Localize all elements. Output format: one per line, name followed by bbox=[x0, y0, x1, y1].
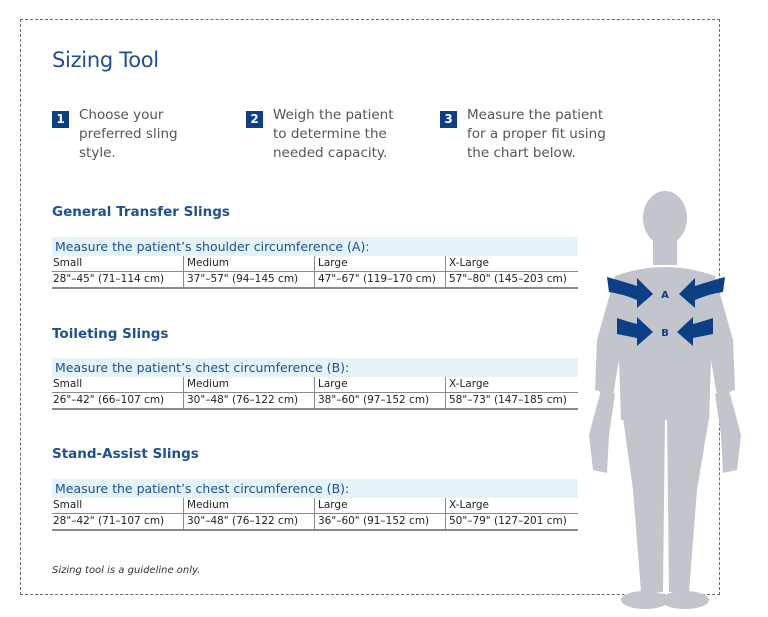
header-cell: Small bbox=[53, 257, 83, 269]
body-silhouette-figure bbox=[585, 190, 745, 615]
step-text: Measure the patient for a proper fit using the chart below. bbox=[467, 107, 606, 161]
value-cell: 28"–45" (71–114 cm) bbox=[53, 273, 165, 285]
table-row bbox=[52, 514, 578, 531]
header-cell: Small bbox=[53, 378, 83, 390]
value-cell: 38"–60" (97–152 cm) bbox=[314, 393, 445, 408]
header-cell: X-Large bbox=[445, 377, 576, 392]
table-caption: Measure the patient’s chest circumference (B): bbox=[52, 479, 578, 498]
section-title: Stand-Assist Slings bbox=[52, 446, 199, 462]
size-table bbox=[52, 479, 578, 531]
header-cell: X-Large bbox=[445, 256, 576, 271]
step-number-badge: 1 bbox=[52, 111, 69, 128]
size-table bbox=[52, 237, 578, 289]
value-cell: 36"–60" (91–152 cm) bbox=[314, 514, 445, 529]
size-table bbox=[52, 358, 578, 410]
section-title: General Transfer Slings bbox=[52, 204, 230, 220]
step-number-badge: 3 bbox=[440, 111, 457, 128]
step-number-badge: 2 bbox=[246, 111, 263, 128]
header-cell: Large bbox=[314, 256, 445, 271]
step-2 bbox=[246, 106, 401, 163]
value-cell: 47"–67" (119–170 cm) bbox=[314, 272, 445, 287]
table-row bbox=[52, 393, 578, 410]
table-caption: Measure the patient’s shoulder circumference (A): bbox=[52, 237, 578, 256]
page-title: Sizing Tool bbox=[52, 48, 159, 72]
header-cell: Small bbox=[53, 499, 83, 511]
table-header-row bbox=[52, 377, 578, 393]
header-cell: X-Large bbox=[445, 498, 576, 513]
step-3 bbox=[440, 106, 617, 163]
value-cell: 57"–80" (145–203 cm) bbox=[445, 272, 576, 287]
value-cell: 28"–42" (71–107 cm) bbox=[53, 515, 165, 527]
step-text: Weigh the patient to determine the needed capacity. bbox=[273, 107, 394, 161]
table-row bbox=[52, 272, 578, 289]
step-1 bbox=[52, 106, 179, 163]
label-b: B bbox=[661, 328, 669, 339]
table-header-row bbox=[52, 498, 578, 514]
header-cell: Medium bbox=[183, 256, 314, 271]
silhouette-icon bbox=[589, 191, 741, 609]
header-cell: Large bbox=[314, 377, 445, 392]
value-cell: 26"–42" (66–107 cm) bbox=[53, 394, 165, 406]
label-a: A bbox=[661, 290, 669, 301]
header-cell: Large bbox=[314, 498, 445, 513]
header-cell: Medium bbox=[183, 377, 314, 392]
value-cell: 50"–79" (127–201 cm) bbox=[445, 514, 576, 529]
header-cell: Medium bbox=[183, 498, 314, 513]
table-header-row bbox=[52, 256, 578, 272]
section-title: Toileting Slings bbox=[52, 326, 169, 342]
value-cell: 30"–48" (76–122 cm) bbox=[183, 393, 314, 408]
table-caption: Measure the patient’s chest circumference (B): bbox=[52, 358, 578, 377]
step-text: Choose your preferred sling style. bbox=[79, 107, 178, 161]
value-cell: 58"–73" (147–185 cm) bbox=[445, 393, 576, 408]
footnote: Sizing tool is a guideline only. bbox=[52, 565, 201, 576]
value-cell: 37"–57" (94–145 cm) bbox=[183, 272, 314, 287]
value-cell: 30"–48" (76–122 cm) bbox=[183, 514, 314, 529]
